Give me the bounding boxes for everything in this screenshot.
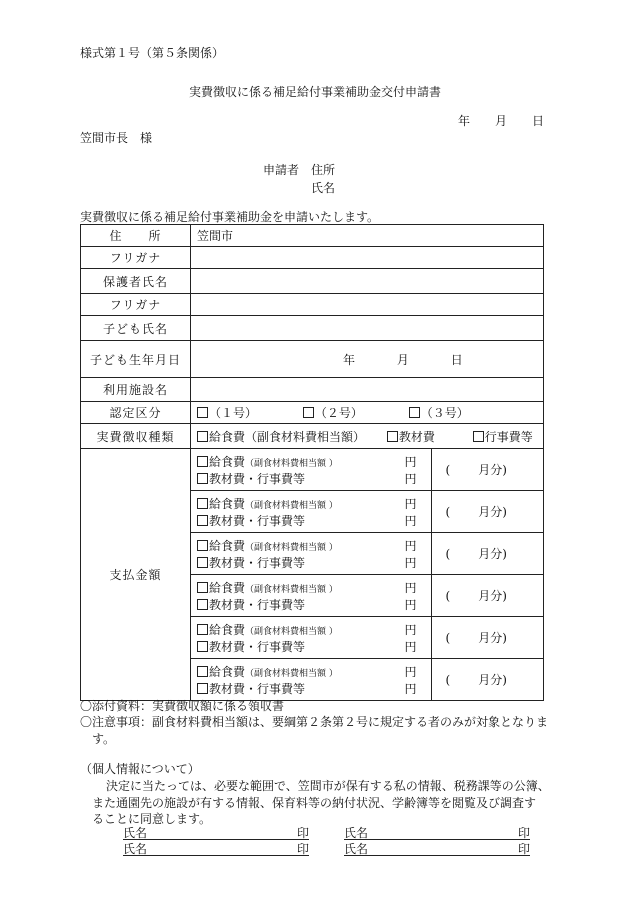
month-label: 月分) bbox=[478, 463, 507, 477]
materials-checkbox[interactable] bbox=[197, 641, 208, 652]
yen-label: 円 bbox=[404, 454, 417, 469]
yen-label: 円 bbox=[404, 681, 417, 696]
yen-label: 円 bbox=[404, 639, 417, 654]
child-name-field[interactable] bbox=[191, 316, 544, 341]
payment-entry-row bbox=[191, 449, 543, 491]
applicant-address-label: 住所 bbox=[311, 163, 336, 177]
guardian-name-field[interactable] bbox=[191, 269, 544, 294]
guardian-name-row bbox=[81, 269, 544, 294]
yen-label: 円 bbox=[404, 555, 417, 570]
child-dob-field[interactable] bbox=[191, 341, 544, 378]
signature-seal: 印 bbox=[517, 842, 530, 856]
month-open: ( bbox=[445, 589, 451, 603]
meal-checkbox[interactable] bbox=[197, 456, 208, 467]
signature-name-label: 氏名 bbox=[344, 842, 369, 856]
payment-entry-row bbox=[191, 617, 543, 659]
month-label: 月分) bbox=[478, 505, 507, 519]
caution-note-line2: す。 bbox=[92, 732, 116, 746]
child-dob-row bbox=[81, 341, 544, 378]
meal-sub-label: （副食材料費相当額 ） bbox=[245, 500, 338, 511]
month-label: 月分) bbox=[478, 673, 507, 687]
applicant-label: 申請者 bbox=[263, 163, 300, 177]
materials-label: 教材費・行事費等 bbox=[209, 597, 306, 612]
meal-checkbox[interactable] bbox=[197, 498, 208, 509]
month-label: 月分) bbox=[478, 631, 507, 645]
date-month: 月 bbox=[495, 114, 508, 128]
dob-year: 年 bbox=[343, 352, 356, 367]
address-row bbox=[81, 225, 544, 247]
guardian-name-label: 保護者氏名 bbox=[81, 269, 191, 294]
meal-sub-label: （副食材料費相当額 ） bbox=[245, 668, 338, 679]
fee-type-row bbox=[81, 424, 544, 449]
addressee: 笠間市長 様 bbox=[80, 131, 153, 145]
yen-label: 円 bbox=[404, 496, 417, 511]
materials-label: 教材費・行事費等 bbox=[209, 681, 306, 696]
materials-label: 教材費・行事費等 bbox=[209, 555, 306, 570]
payment-month-cell[interactable] bbox=[431, 491, 543, 533]
meal-label: 給食費 bbox=[209, 622, 246, 637]
month-open: ( bbox=[445, 463, 451, 477]
materials-checkbox[interactable] bbox=[197, 557, 208, 568]
meal-label: 給食費 bbox=[209, 580, 246, 595]
cert-2-checkbox[interactable] bbox=[303, 407, 314, 418]
fee-type-label: 実費徴収種類 bbox=[81, 424, 191, 449]
signature-name-label: 氏名 bbox=[344, 826, 369, 840]
yen-label: 円 bbox=[404, 622, 417, 637]
meal-checkbox[interactable] bbox=[197, 582, 208, 593]
payment-month-cell[interactable] bbox=[431, 449, 543, 491]
payment-label: 支払金額 bbox=[81, 449, 191, 701]
payment-subtable bbox=[191, 449, 543, 700]
yen-label: 円 bbox=[404, 538, 417, 553]
address-label: 住 所 bbox=[81, 225, 191, 247]
facility-field[interactable] bbox=[191, 378, 544, 402]
materials-checkbox[interactable] bbox=[197, 473, 208, 484]
certification-label: 認定区分 bbox=[81, 402, 191, 424]
month-open: ( bbox=[445, 673, 451, 687]
payment-month-cell[interactable] bbox=[431, 617, 543, 659]
payment-block bbox=[191, 449, 544, 701]
caution-note-line1: 〇注意事項：副食材料費相当額は、要綱第２条第２号に規定する者のみが対象となりま bbox=[80, 715, 549, 729]
payment-amount-cell[interactable] bbox=[191, 575, 431, 617]
materials-checkbox[interactable] bbox=[197, 683, 208, 694]
privacy-text-line1: 決定に当たっては、必要な範囲で、笠間市が保有する私の情報、税務課等の公簿、 bbox=[106, 779, 550, 793]
materials-checkbox[interactable] bbox=[197, 599, 208, 610]
date-day: 日 bbox=[532, 114, 545, 128]
fee-materials-checkbox[interactable] bbox=[387, 431, 398, 442]
applicant-name-label: 氏名 bbox=[311, 181, 336, 195]
fee-type-options bbox=[191, 424, 544, 449]
furigana-child-label: フリガナ bbox=[81, 294, 191, 316]
materials-label: 教材費・行事費等 bbox=[209, 639, 306, 654]
furigana-guardian-row bbox=[81, 247, 544, 269]
child-name-label: 子ども氏名 bbox=[81, 316, 191, 341]
yen-label: 円 bbox=[404, 580, 417, 595]
yen-label: 円 bbox=[404, 513, 417, 528]
privacy-text-line3: ることに同意します。 bbox=[92, 812, 212, 826]
furigana-child-field[interactable] bbox=[191, 294, 544, 316]
furigana-guardian-field[interactable] bbox=[191, 247, 544, 269]
meal-label: 給食費 bbox=[209, 664, 246, 679]
payment-row bbox=[81, 449, 544, 701]
cert-2-label: （２号） bbox=[314, 406, 363, 420]
signature-name-label: 氏名 bbox=[123, 826, 148, 840]
month-label: 月分) bbox=[478, 589, 507, 603]
month-open: ( bbox=[445, 547, 451, 561]
privacy-text-line2: また通園先の施設が有する情報、保育料等の納付状況、学齢簿等を閲覧及び調査す bbox=[92, 796, 537, 810]
cert-3-checkbox[interactable] bbox=[409, 407, 420, 418]
yen-label: 円 bbox=[404, 597, 417, 612]
signature-line-3[interactable] bbox=[123, 840, 309, 856]
signature-seal: 印 bbox=[517, 826, 530, 840]
privacy-heading: （個人情報について） bbox=[80, 762, 200, 776]
signature-seal: 印 bbox=[296, 826, 309, 840]
payment-month-cell[interactable] bbox=[431, 575, 543, 617]
signature-line-2[interactable] bbox=[344, 824, 530, 840]
meal-checkbox[interactable] bbox=[197, 624, 208, 635]
payment-amount-cell[interactable] bbox=[191, 617, 431, 659]
application-table bbox=[80, 224, 544, 701]
fee-events-label: 行事費等 bbox=[484, 429, 533, 444]
meal-label: 給食費 bbox=[209, 496, 246, 511]
yen-label: 円 bbox=[404, 471, 417, 486]
signature-line-1[interactable] bbox=[123, 824, 309, 840]
furigana-guardian-label: フリガナ bbox=[81, 247, 191, 269]
payment-month-cell[interactable] bbox=[431, 533, 543, 575]
meal-sub-label: （副食材料費相当額 ） bbox=[245, 626, 338, 637]
payment-amount-cell[interactable] bbox=[191, 491, 431, 533]
fee-meal-label: 給食費（副食材料費相当額） bbox=[209, 429, 366, 444]
payment-entry-row bbox=[191, 575, 543, 617]
meal-sub-label: （副食材料費相当額 ） bbox=[245, 542, 338, 553]
cert-3-label: （３号） bbox=[420, 406, 469, 420]
attachment-note: 〇添付資料：実費徴収額に係る領収書 bbox=[80, 699, 285, 713]
payment-entry-row bbox=[191, 659, 543, 701]
meal-label: 給食費 bbox=[209, 538, 246, 553]
signature-name-label: 氏名 bbox=[123, 842, 148, 856]
month-open: ( bbox=[445, 505, 451, 519]
payment-amount-cell[interactable] bbox=[191, 449, 431, 491]
fee-events-checkbox[interactable] bbox=[473, 431, 484, 442]
request-text: 実費徴収に係る補足給付事業補助金を申請いたします。 bbox=[80, 210, 380, 224]
meal-checkbox[interactable] bbox=[197, 666, 208, 677]
certification-row bbox=[81, 402, 544, 424]
yen-label: 円 bbox=[404, 664, 417, 679]
meal-sub-label: （副食材料費相当額 ） bbox=[245, 458, 338, 469]
meal-sub-label: （副食材料費相当額 ） bbox=[245, 584, 338, 595]
signature-line-4[interactable] bbox=[344, 840, 530, 856]
dob-month: 月 bbox=[396, 352, 409, 367]
meal-label: 給食費 bbox=[209, 454, 246, 469]
payment-month-cell[interactable] bbox=[431, 659, 543, 701]
materials-checkbox[interactable] bbox=[197, 515, 208, 526]
form-number: 様式第１号（第５条関係） bbox=[80, 46, 225, 60]
cert-1-label: （１号） bbox=[209, 406, 258, 420]
certification-options bbox=[191, 402, 544, 424]
child-name-row bbox=[81, 316, 544, 341]
furigana-child-row bbox=[81, 294, 544, 316]
fee-meal-checkbox[interactable] bbox=[197, 431, 208, 442]
cert-1-checkbox[interactable] bbox=[197, 407, 208, 418]
payment-entry-row bbox=[191, 491, 543, 533]
materials-label: 教材費・行事費等 bbox=[209, 513, 306, 528]
payment-amount-cell[interactable] bbox=[191, 659, 431, 701]
signature-seal: 印 bbox=[296, 842, 309, 856]
month-label: 月分) bbox=[478, 547, 507, 561]
date-year: 年 bbox=[458, 114, 471, 128]
fee-materials-label: 教材費 bbox=[398, 429, 435, 444]
meal-checkbox[interactable] bbox=[197, 540, 208, 551]
payment-amount-cell[interactable] bbox=[191, 533, 431, 575]
document-title: 実費徴収に係る補足給付事業補助金交付申請書 bbox=[189, 85, 442, 99]
address-field[interactable]: 笠間市 bbox=[191, 225, 544, 247]
materials-label: 教材費・行事費等 bbox=[209, 471, 306, 486]
payment-entry-row bbox=[191, 533, 543, 575]
month-open: ( bbox=[445, 631, 451, 645]
facility-label: 利用施設名 bbox=[81, 378, 191, 402]
dob-day: 日 bbox=[450, 352, 463, 367]
child-dob-label: 子ども生年月日 bbox=[81, 341, 191, 378]
facility-row bbox=[81, 378, 544, 402]
